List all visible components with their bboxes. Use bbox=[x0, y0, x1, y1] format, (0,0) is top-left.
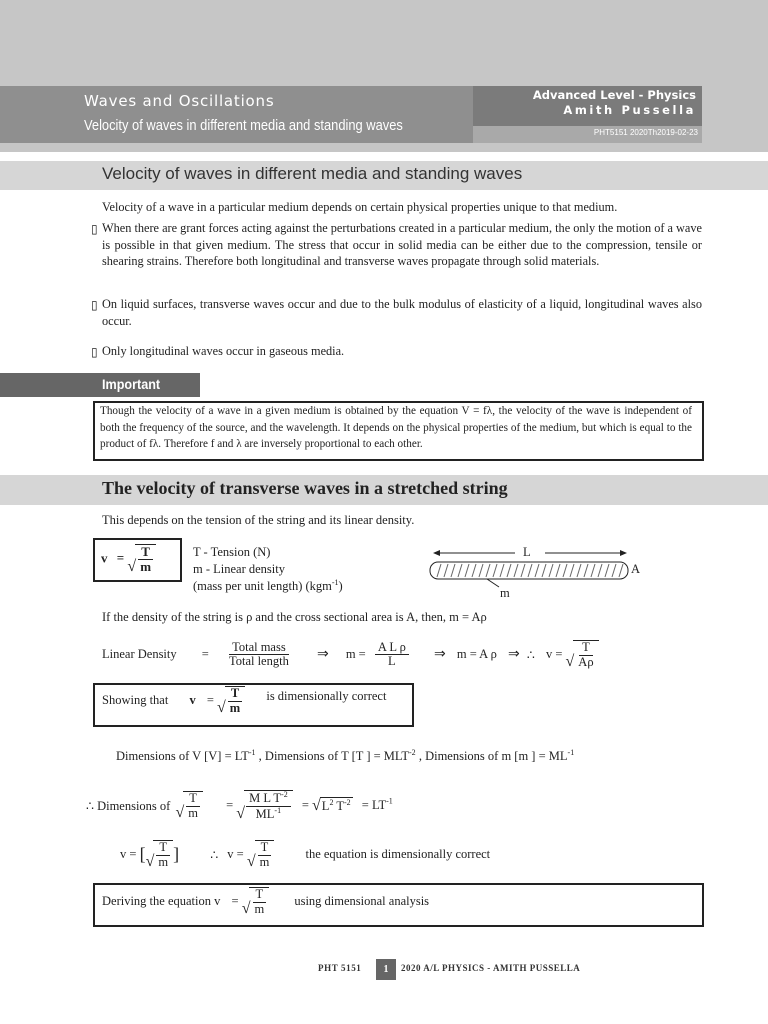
section-intro: This depends on the tension of the string and its linear density. bbox=[102, 513, 415, 527]
author-name: Amith Pussella bbox=[563, 103, 696, 117]
section-title: Velocity of waves in different media and standing waves bbox=[102, 164, 523, 183]
string-diagram bbox=[425, 543, 655, 603]
important-tab bbox=[0, 373, 200, 397]
bullet-icon: ▯ bbox=[91, 298, 98, 312]
legend-unit: (mass per unit length) (kgm$^{-1}$) bbox=[193, 578, 343, 594]
footer-title: 2020 A/L PHYSICS - AMITH PUSSELLA bbox=[401, 963, 581, 973]
legend-density: m - Linear density bbox=[193, 562, 285, 576]
area-label: A bbox=[631, 562, 641, 576]
footer-code: PHT 5151 bbox=[318, 963, 362, 973]
legend-tension: T - Tension (N) bbox=[193, 545, 271, 559]
important-text: Though the velocity of a wave in a given medium is obtained by the equation V = fλ, the velocity of the wave is independent of both the frequency of the source, and the wavelength. It depends on the physical properties of the medium, but which is equal to the product of fλ. Therefore f and λ are inversely proportional to each other. bbox=[100, 405, 692, 450]
section-title: The velocity of transverse waves in a stretched string bbox=[102, 478, 508, 498]
page-number: 1 bbox=[376, 959, 396, 980]
intro-paragraph: Velocity of a wave in a particular medium depends on certain physical properties unique to that medium. bbox=[102, 200, 618, 214]
bullet-icon: ▯ bbox=[91, 222, 98, 236]
mass-label: m bbox=[500, 586, 510, 600]
chapter-title: Waves and Oscillations bbox=[84, 92, 275, 110]
chapter-subtitle: Velocity of waves in different media and standing waves bbox=[84, 117, 403, 134]
bullet-paragraph: On liquid surfaces, transverse waves occur and due to the bulk modulus of elasticity of a liquid, longitudinal waves also occur. bbox=[102, 297, 702, 328]
deriving-statement: Deriving the equation v = √ $\frac{T}{m}$ using dimensional analysis bbox=[102, 887, 430, 917]
dimensions-analysis: ∴ Dimensions of √ $\frac{T}{m}$ = √ $\frac{M L T^{-2}}{ML^{-1}}$ = √ $L^2$ $T^{-2}$ = $LT^{-1}$ bbox=[86, 790, 393, 822]
bullet-paragraph: Only longitudinal waves occur in gaseous media. bbox=[102, 344, 345, 358]
length-label: L bbox=[523, 545, 531, 559]
important-label: Important bbox=[102, 376, 161, 392]
document-code: PHT5151 2020Th2019-02-23 bbox=[593, 128, 698, 137]
course-level: Advanced Level - Physics bbox=[532, 88, 696, 102]
bullet-icon: ▯ bbox=[91, 345, 98, 359]
velocity-formula: v = √ $\frac{T}{m}$ bbox=[101, 544, 156, 575]
linear-density-derivation: Linear Density = $\frac{\text{Total mass}}{\text{Total length}}$ ⇒ m = $\frac{\text{A L ρ}}{L}$ ⇒ m = A ρ ⇒ ∴ v = √ $\frac{T}{A\rho}$ bbox=[102, 640, 599, 670]
showing-statement: Showing that v = √ $\frac{T}{m}$ is dimensionally correct bbox=[102, 686, 387, 716]
dimensional-check: v = [ √ $\frac{T}{m}$ ] ∴ v = √ $\frac{T}{m}$ the equation is dimensionally correct bbox=[120, 840, 491, 870]
dimensions-line: Dimensions of V $[V] = LT^{-1}$ , Dimensions of T [T ] = $MLT^{-2}$ , Dimensions of m [m ] = $ML^{-1}$ bbox=[116, 748, 575, 764]
density-statement: If the density of the string is ρ and the cross sectional area is A, then, m = Aρ bbox=[102, 610, 487, 624]
bullet-paragraph: When there are grant forces acting against the perturbations created in a particular medium, the only the motion of a wave is possible in that given medium. The stress that occur in solid media can be either due to the compression, tensile or shearing strains. Therefore both longitudinal and transverse waves propagate through solid materials. bbox=[102, 221, 702, 268]
